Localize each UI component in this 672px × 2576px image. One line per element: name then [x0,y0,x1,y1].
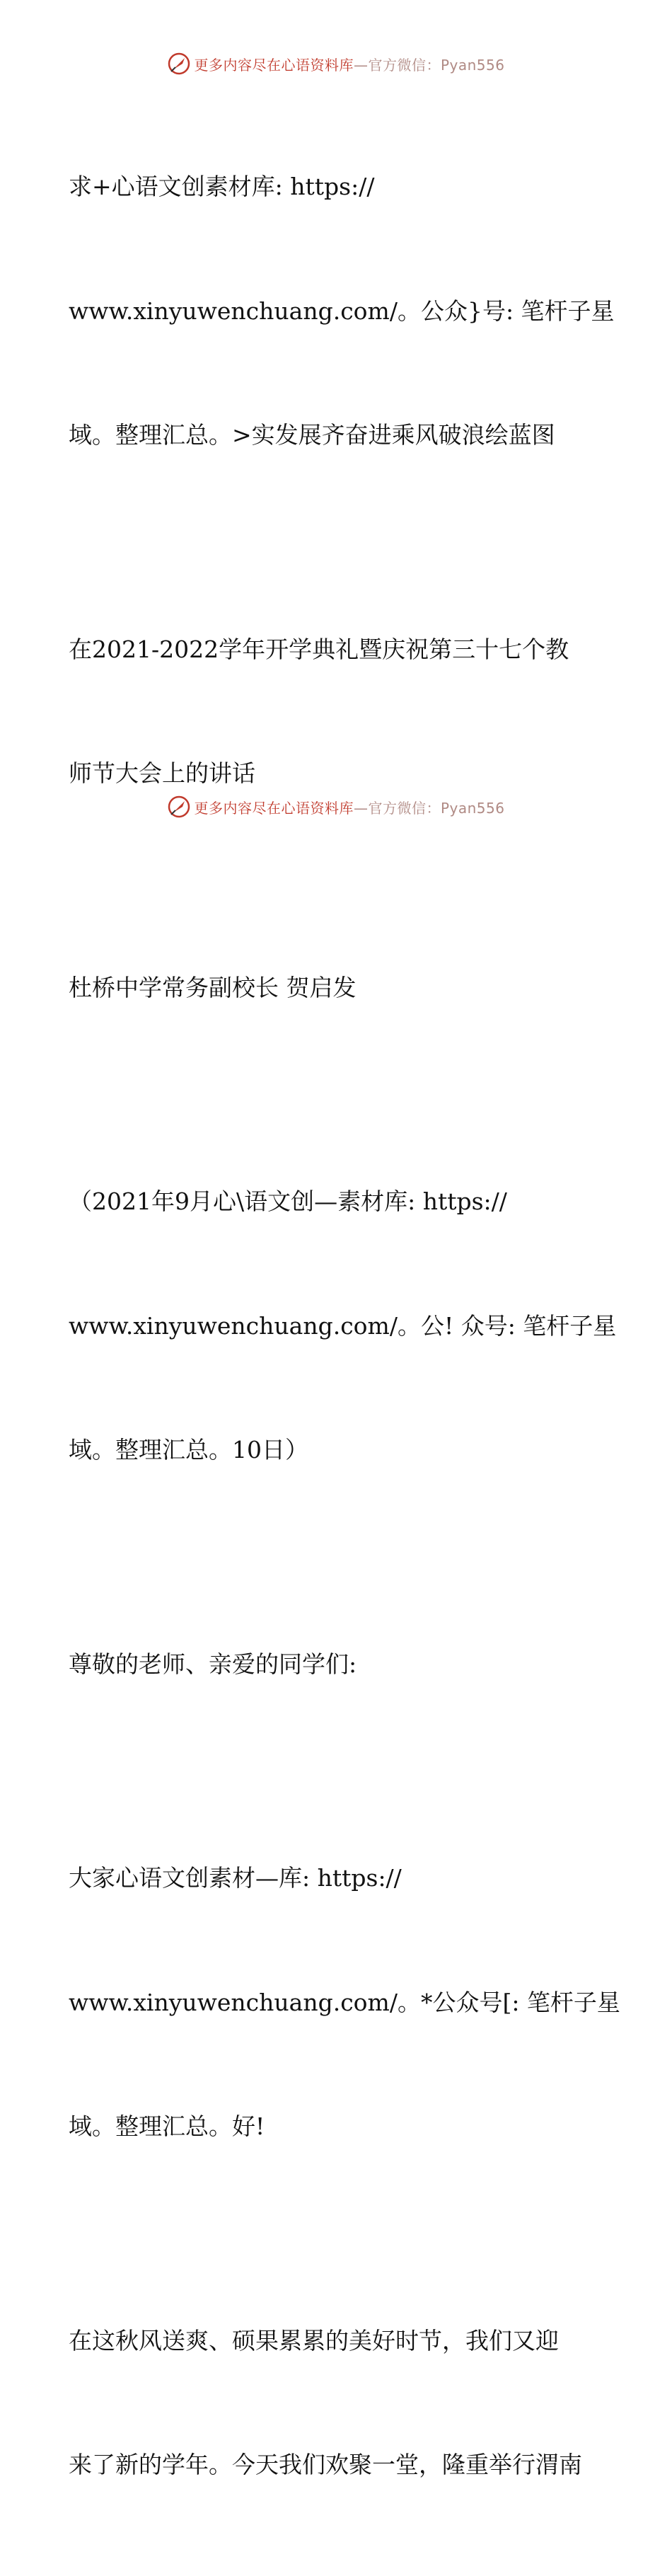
document-body [69,84,620,2576]
speaker-line: 杜桥中学常务副校长 贺启发 [69,973,357,1001]
date-line: （2021年9月心\语文创—素材库: https:// www.xinyuwenchuang.com/。公! 众号: 笔杆子星 域。整理汇总。10日） [69,1188,617,1464]
header-watermark [0,48,672,79]
salutation: 尊敬的老师、亲爱的同学们: [69,1650,357,1678]
greeting: 大家心语文创素材—库: https:// www.xinyuwenchuang.com/。*公众号[: 笔杆子星 域。整理汇总。好! [69,1864,620,2140]
quill-circle-icon [167,795,191,819]
paragraph-intro: 求+心语文创素材库: https:// www.xinyuwenchuang.com/。公众}号: 笔杆子星 域。整理汇总。>实发展齐奋进乘风破浪绘蓝图 [69,173,615,449]
watermark-text: 更多内容尽在心语资料库—官方微信：Pyan556 [194,799,505,817]
quill-circle-icon [167,52,191,76]
watermark-text: 更多内容尽在心语资料库—官方微信：Pyan556 [194,56,505,74]
body-paragraph: 在这秋风送爽、硕果累累的美好时节，我们又迎 来了新的学年。今天我们欢聚一堂，隆重举行渭南 [69,2326,582,2478]
speech-title: 在2021-2022学年开学典礼暨庆祝第三十七个教 师节大会上的讲话 [69,635,569,787]
footer-watermark [0,791,672,822]
